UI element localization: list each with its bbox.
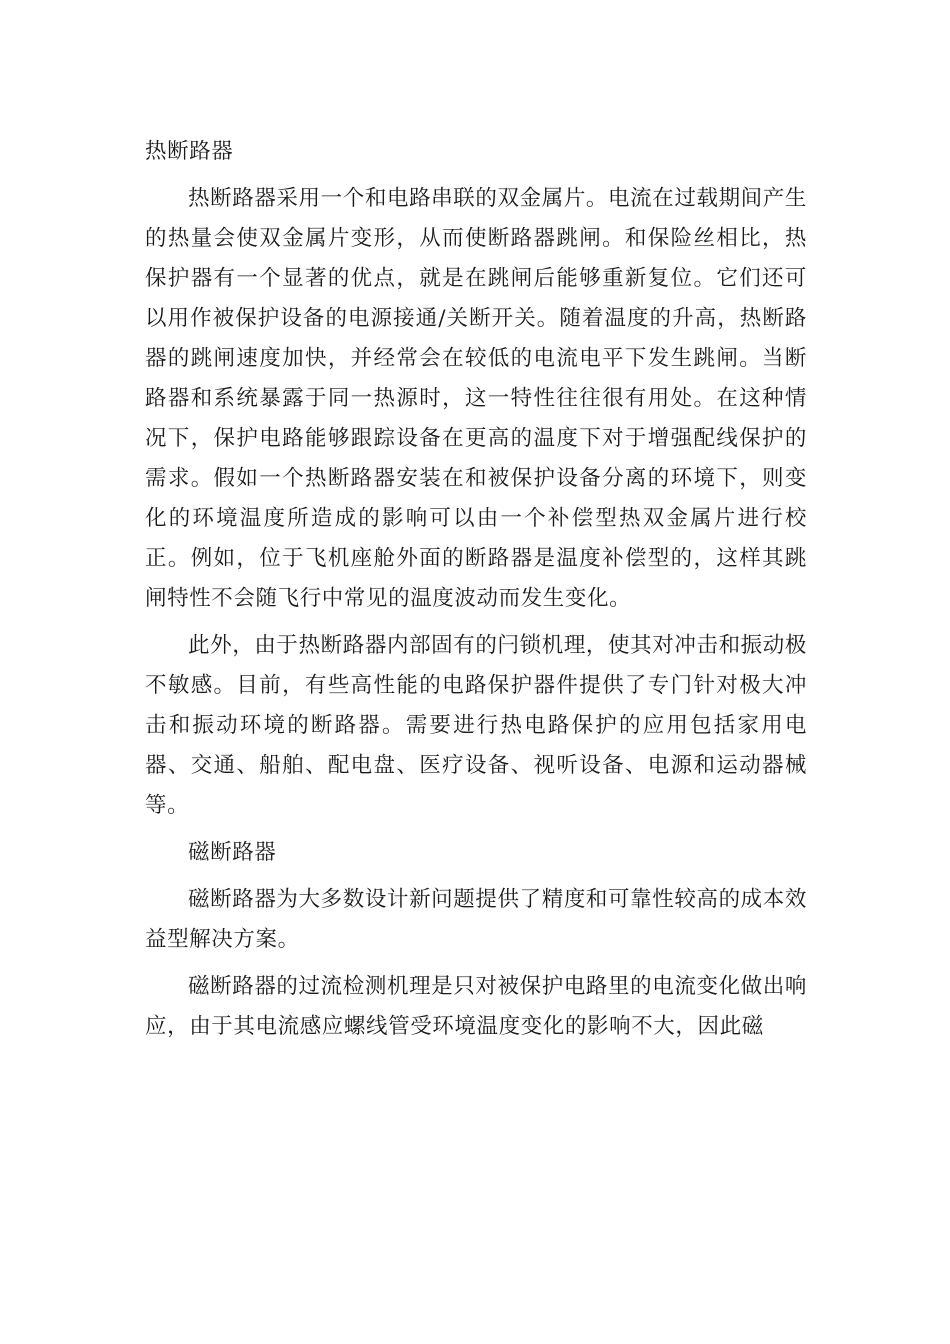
- paragraph-magnetic-breaker-intro: 磁断路器为大多数设计新问题提供了精度和可靠性较高的成本效益型解决方案。: [145, 887, 807, 952]
- document-body: [145, 132, 807, 1054]
- section-heading-thermal-breaker: 热断路器: [145, 139, 234, 164]
- paragraph-magnetic-breaker-mechanism: 磁断路器的过流检测机理是只对被保护电路里的电流变化做出响应，由于其电流感应螺线管受环境温度变化的影响不大，因此磁: [145, 974, 807, 1039]
- paragraph-thermal-breaker-applications: 此外，由于热断路器内部固有的闩锁机理，使其对冲击和振动极不敏感。目前，有些高性能的电路保护器件提供了专门针对极大冲击和振动环境的断路器。需要进行热电路保护的应用包括家用电器、交通、船舶、配电盘、医疗设备、视听设备、电源和运动器械等。: [145, 633, 807, 818]
- paragraph-thermal-breaker-principle: 热断路器采用一个和电路串联的双金属片。电流在过载期间产生的热量会使双金属片变形，从而使断路器跳闸。和保险丝相比，热保护器有一个显著的优点，就是在跳闸后能够重新复位。它们还可以用作被保护设备的电源接通/关断开关。随着温度的升高，热断路器的跳闸速度加快，并经常会在较低的电流电平下发生跳闸。当断路器和系统暴露于同一热源时，这一特性往往很有用处。在这种情况下，保护电路能够跟踪设备在更高的温度下对于增强配线保护的需求。假如一个热断路器安装在和被保护设备分离的环境下，则变化的环境温度所造成的影响可以由一个补偿型热双金属片进行校正。例如，位于飞机座舱外面的断路器是温度补偿型的，这样其跳闸特性不会随飞行中常见的温度波动而发生变化。: [145, 186, 807, 611]
- section-heading-magnetic-breaker: 磁断路器: [188, 840, 277, 865]
